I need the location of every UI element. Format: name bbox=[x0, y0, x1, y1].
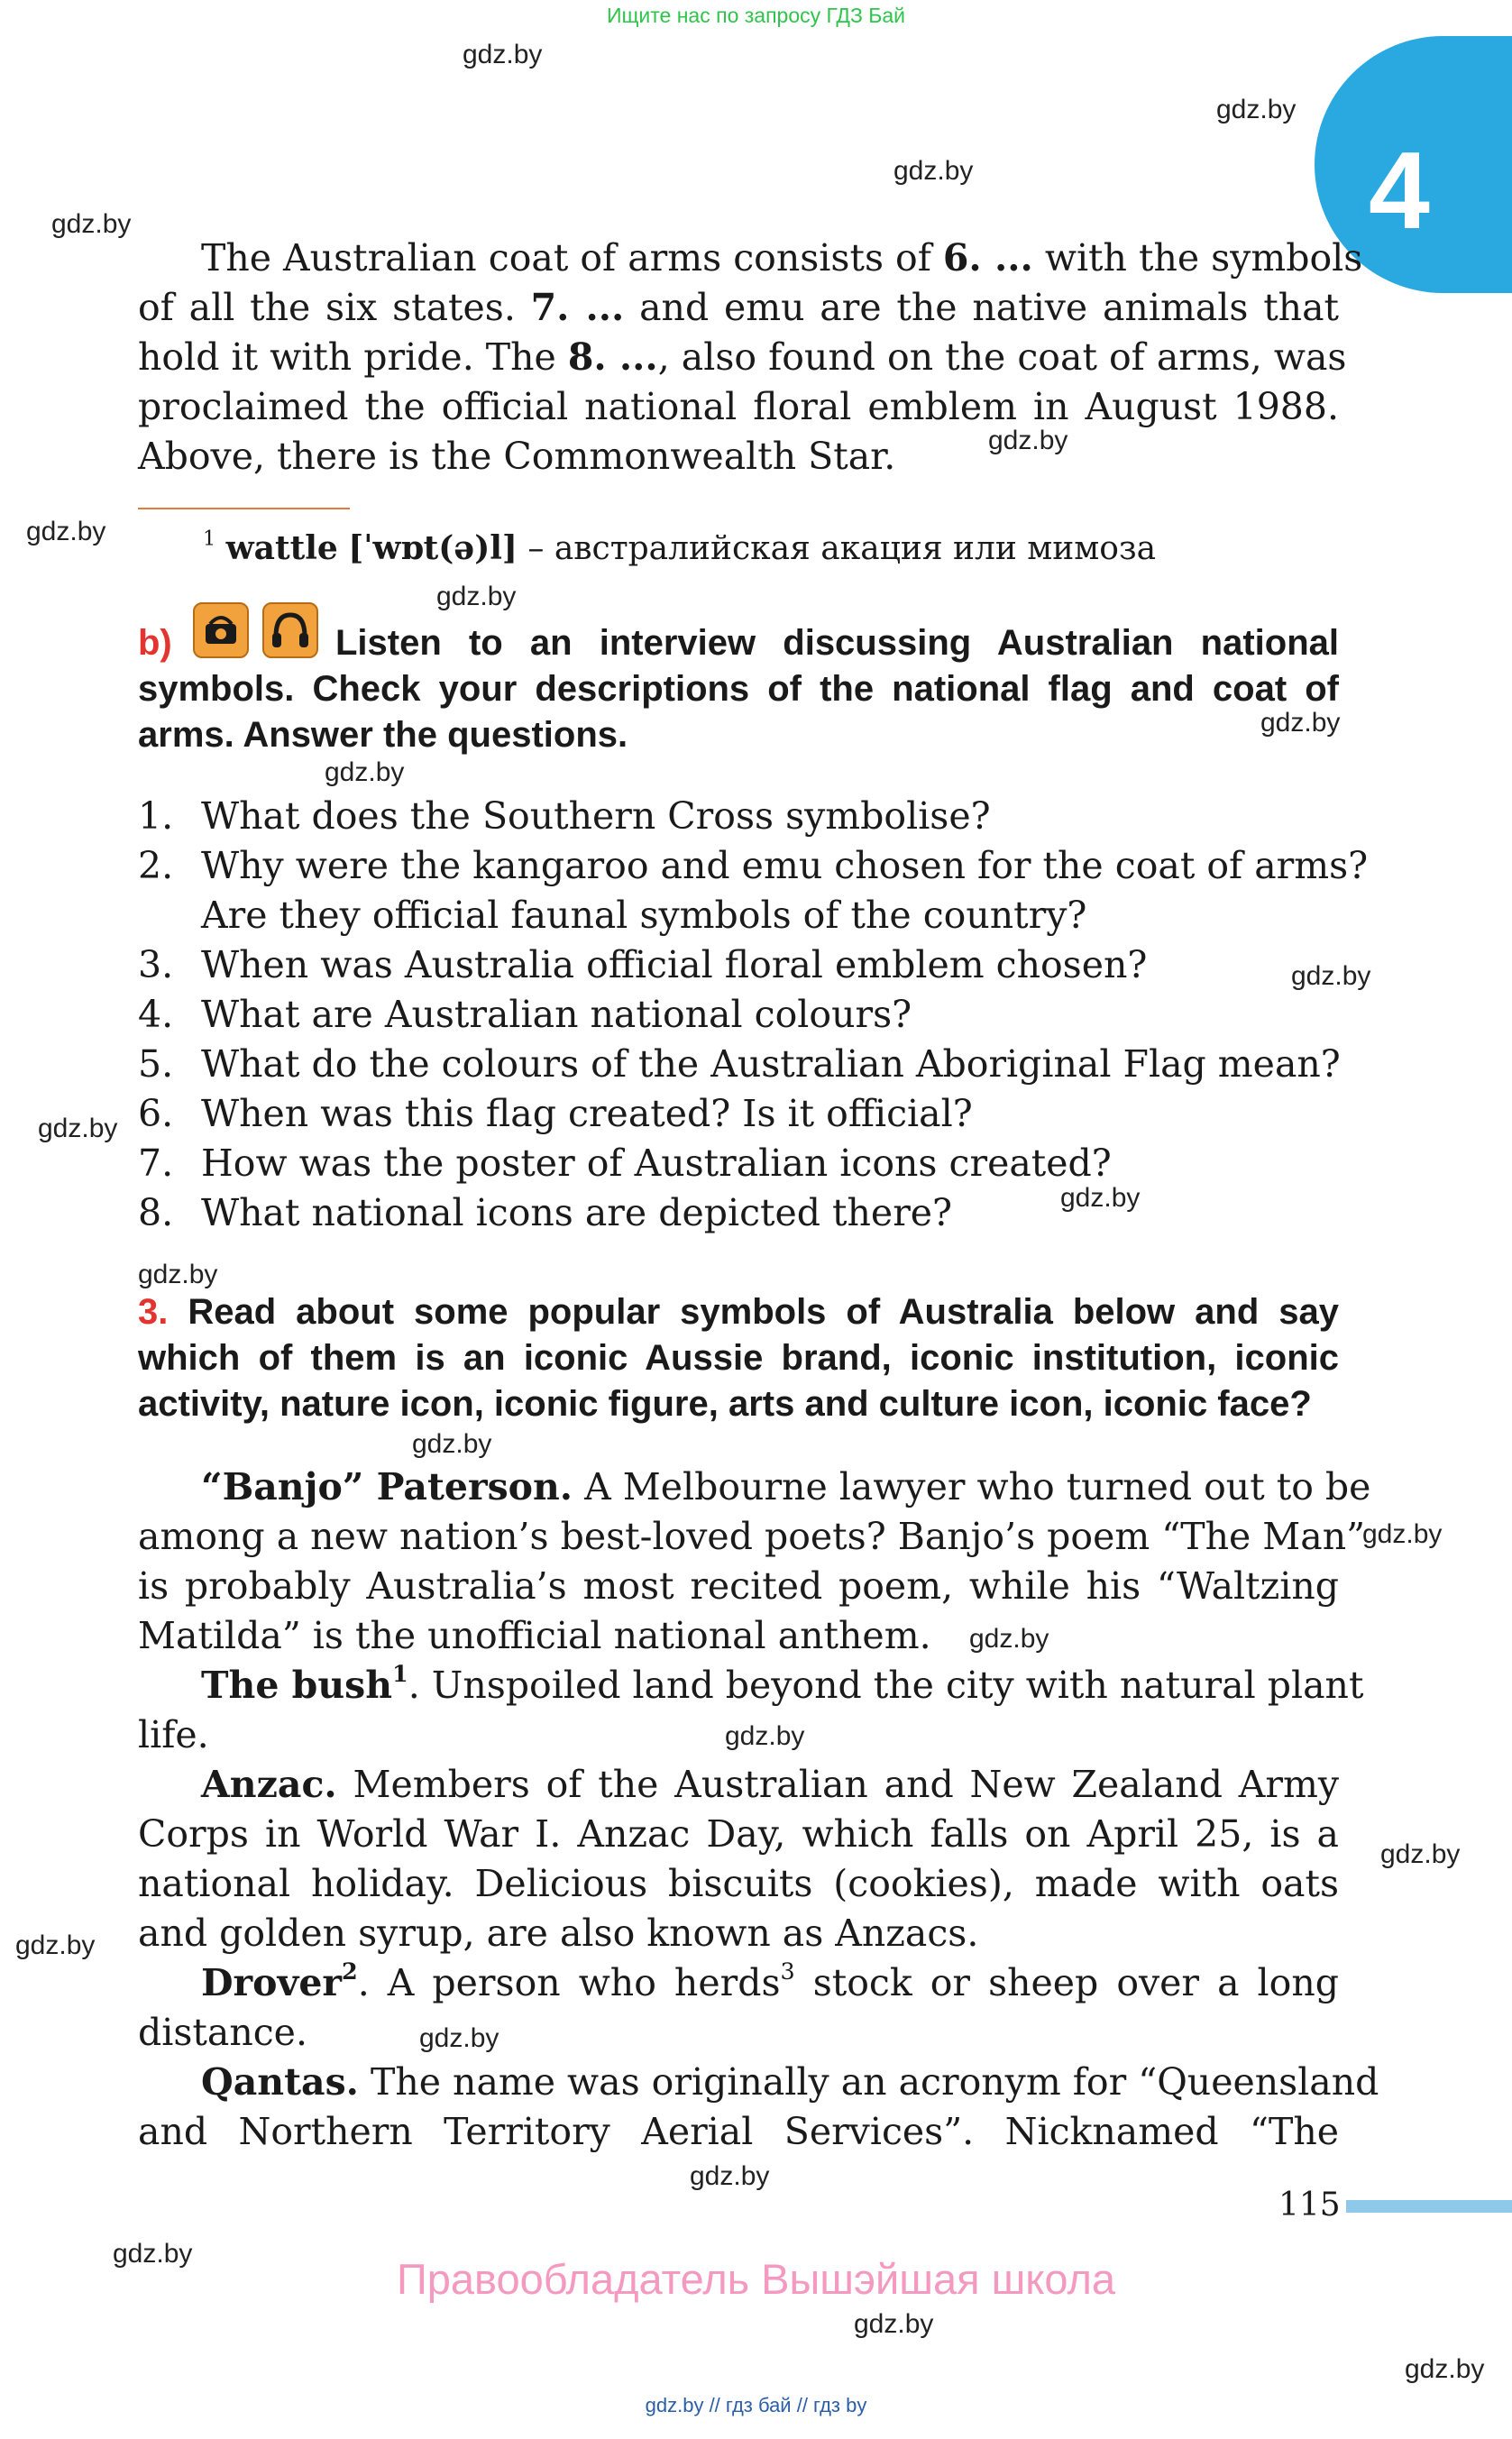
entry-line: Matilda” is the unofficial national anthem. bbox=[138, 1614, 931, 1657]
watermark: gdz.by bbox=[969, 1624, 1049, 1654]
watermark: gdz.by bbox=[1380, 1839, 1461, 1869]
entry-line: and Northern Territory Aerial Services”. Nicknamed “The bbox=[138, 2110, 1339, 2153]
question-number: 5. bbox=[138, 1042, 174, 1086]
entry-line: Corps in World War I. Anzac Day, which falls on April 25, is a bbox=[138, 1812, 1339, 1856]
watermark: gdz.by bbox=[725, 1721, 805, 1751]
question-text: What do the colours of the Australian Aboriginal Flag mean? bbox=[201, 1042, 1341, 1086]
question-number: 6. bbox=[138, 1092, 174, 1135]
footnote-divider bbox=[138, 508, 350, 509]
task-3-line: which of them is an iconic Aussie brand, iconic institution, iconic bbox=[138, 1338, 1339, 1378]
para-line: proclaimed the official national floral emblem in August 1988. bbox=[138, 385, 1339, 428]
question-number: 2. bbox=[138, 844, 174, 887]
watermark: gdz.by bbox=[893, 156, 974, 186]
question-number: 1. bbox=[138, 794, 174, 838]
question-number: 3. bbox=[138, 943, 174, 986]
question-text: Are they official faunal symbols of the country? bbox=[201, 894, 1087, 937]
watermark: gdz.by bbox=[15, 1930, 96, 1960]
watermark: gdz.by bbox=[988, 426, 1068, 455]
watermark: gdz.by bbox=[1405, 2354, 1485, 2384]
entry-qantas: Qantas. The name was originally an acronym for “Queensland bbox=[201, 2060, 1379, 2104]
bottom-links[interactable]: gdz.by // гдз бай // гдз by bbox=[645, 2394, 867, 2416]
entry-line: among a new nation’s best-loved poets? Banjo’s poem “The Man” bbox=[138, 1515, 1366, 1558]
watermark: gdz.by bbox=[854, 2309, 934, 2339]
question-text: Why were the kangaroo and emu chosen for the coat of arms? bbox=[201, 844, 1369, 887]
para-line: The Australian coat of arms consists of 6. ... with the symbols bbox=[201, 236, 1363, 280]
watermark: gdz.by bbox=[26, 517, 106, 546]
watermark: gdz.by bbox=[113, 2239, 193, 2269]
question-number: 7. bbox=[138, 1142, 174, 1185]
entry-anzac: Anzac. Members of the Australian and New Zealand Army bbox=[201, 1763, 1339, 1806]
para-line: hold it with pride. The 8. ..., also found on the coat of arms, was bbox=[138, 335, 1347, 379]
task-b-line: Listen to an interview discussing Australian national bbox=[335, 623, 1339, 663]
question-text: What national icons are depicted there? bbox=[201, 1191, 953, 1234]
entry-line: distance. bbox=[138, 2011, 307, 2054]
watermark: gdz.by bbox=[463, 40, 543, 69]
para-line: Above, there is the Commonwealth Star. bbox=[138, 435, 896, 478]
question-number: 8. bbox=[138, 1191, 174, 1234]
watermark: gdz.by bbox=[51, 209, 132, 239]
watermark: gdz.by bbox=[690, 2161, 770, 2191]
task-3-line: activity, nature icon, iconic figure, arts and culture icon, iconic face? bbox=[138, 1384, 1312, 1424]
footnote: $^1$ wattle [ˈwɒt(ə)l] – австралийская акация или мимоза bbox=[203, 527, 1157, 567]
task-b-label: b) bbox=[138, 623, 172, 663]
watermark: gdz.by bbox=[138, 1260, 218, 1289]
watermark: gdz.by bbox=[1260, 708, 1341, 738]
para-line: of all the six states. 7. ... and emu are the native animals that bbox=[138, 286, 1339, 329]
watermark: gdz.by bbox=[1362, 1519, 1443, 1549]
question-text: What does the Southern Cross symbolise? bbox=[201, 794, 991, 838]
watermark: gdz.by bbox=[1060, 1183, 1141, 1213]
entry-drover: Drover$^2$. A person who herds$^3$ stock or sheep over a long bbox=[201, 1958, 1340, 2004]
task-b-line: arms. Answer the questions. bbox=[138, 715, 628, 755]
question-text: How was the poster of Australian icons created? bbox=[201, 1142, 1112, 1185]
headphones-icon bbox=[262, 602, 318, 658]
question-number: 4. bbox=[138, 993, 174, 1036]
watermark: gdz.by bbox=[325, 757, 405, 787]
entry-bush: The bush$^1$. Unspoiled land beyond the city with natural plant bbox=[201, 1660, 1364, 1707]
watermark: gdz.by bbox=[419, 2023, 499, 2053]
question-text: When was Australia official floral emblem chosen? bbox=[201, 943, 1148, 986]
task-3-line: 3. Read about some popular symbols of Australia below and say bbox=[138, 1292, 1339, 1332]
watermark: gdz.by bbox=[1291, 961, 1371, 991]
cd-player-icon bbox=[193, 602, 249, 658]
page-number: 115 bbox=[1278, 2187, 1341, 2224]
question-text: What are Australian national colours? bbox=[201, 993, 912, 1036]
watermark: gdz.by bbox=[412, 1429, 492, 1459]
entry-line: is probably Australia’s most recited poem, while his “Waltzing bbox=[138, 1564, 1339, 1608]
entry-line: national holiday. Delicious biscuits (cookies), made with oats bbox=[138, 1862, 1339, 1905]
watermark: gdz.by bbox=[38, 1114, 118, 1143]
watermark: gdz.by bbox=[1216, 95, 1297, 124]
top-banner[interactable]: Ищите нас по запросу ГДЗ Бай bbox=[606, 4, 906, 27]
watermark: gdz.by bbox=[436, 582, 517, 611]
question-text: When was this flag created? Is it official? bbox=[201, 1092, 973, 1135]
chapter-number: 4 bbox=[1369, 129, 1430, 252]
page-number-bar bbox=[1346, 2200, 1512, 2213]
entry-line: life. bbox=[138, 1713, 209, 1756]
entry-banjo: “Banjo” Paterson. A Melbourne lawyer who turned out to be bbox=[201, 1465, 1371, 1508]
task-b-line: symbols. Check your descriptions of the national flag and coat of bbox=[138, 669, 1339, 709]
copyright-notice: Правообладатель Вышэйшая школа bbox=[396, 2255, 1116, 2303]
entry-line: and golden syrup, are also known as Anzacs. bbox=[138, 1912, 979, 1955]
